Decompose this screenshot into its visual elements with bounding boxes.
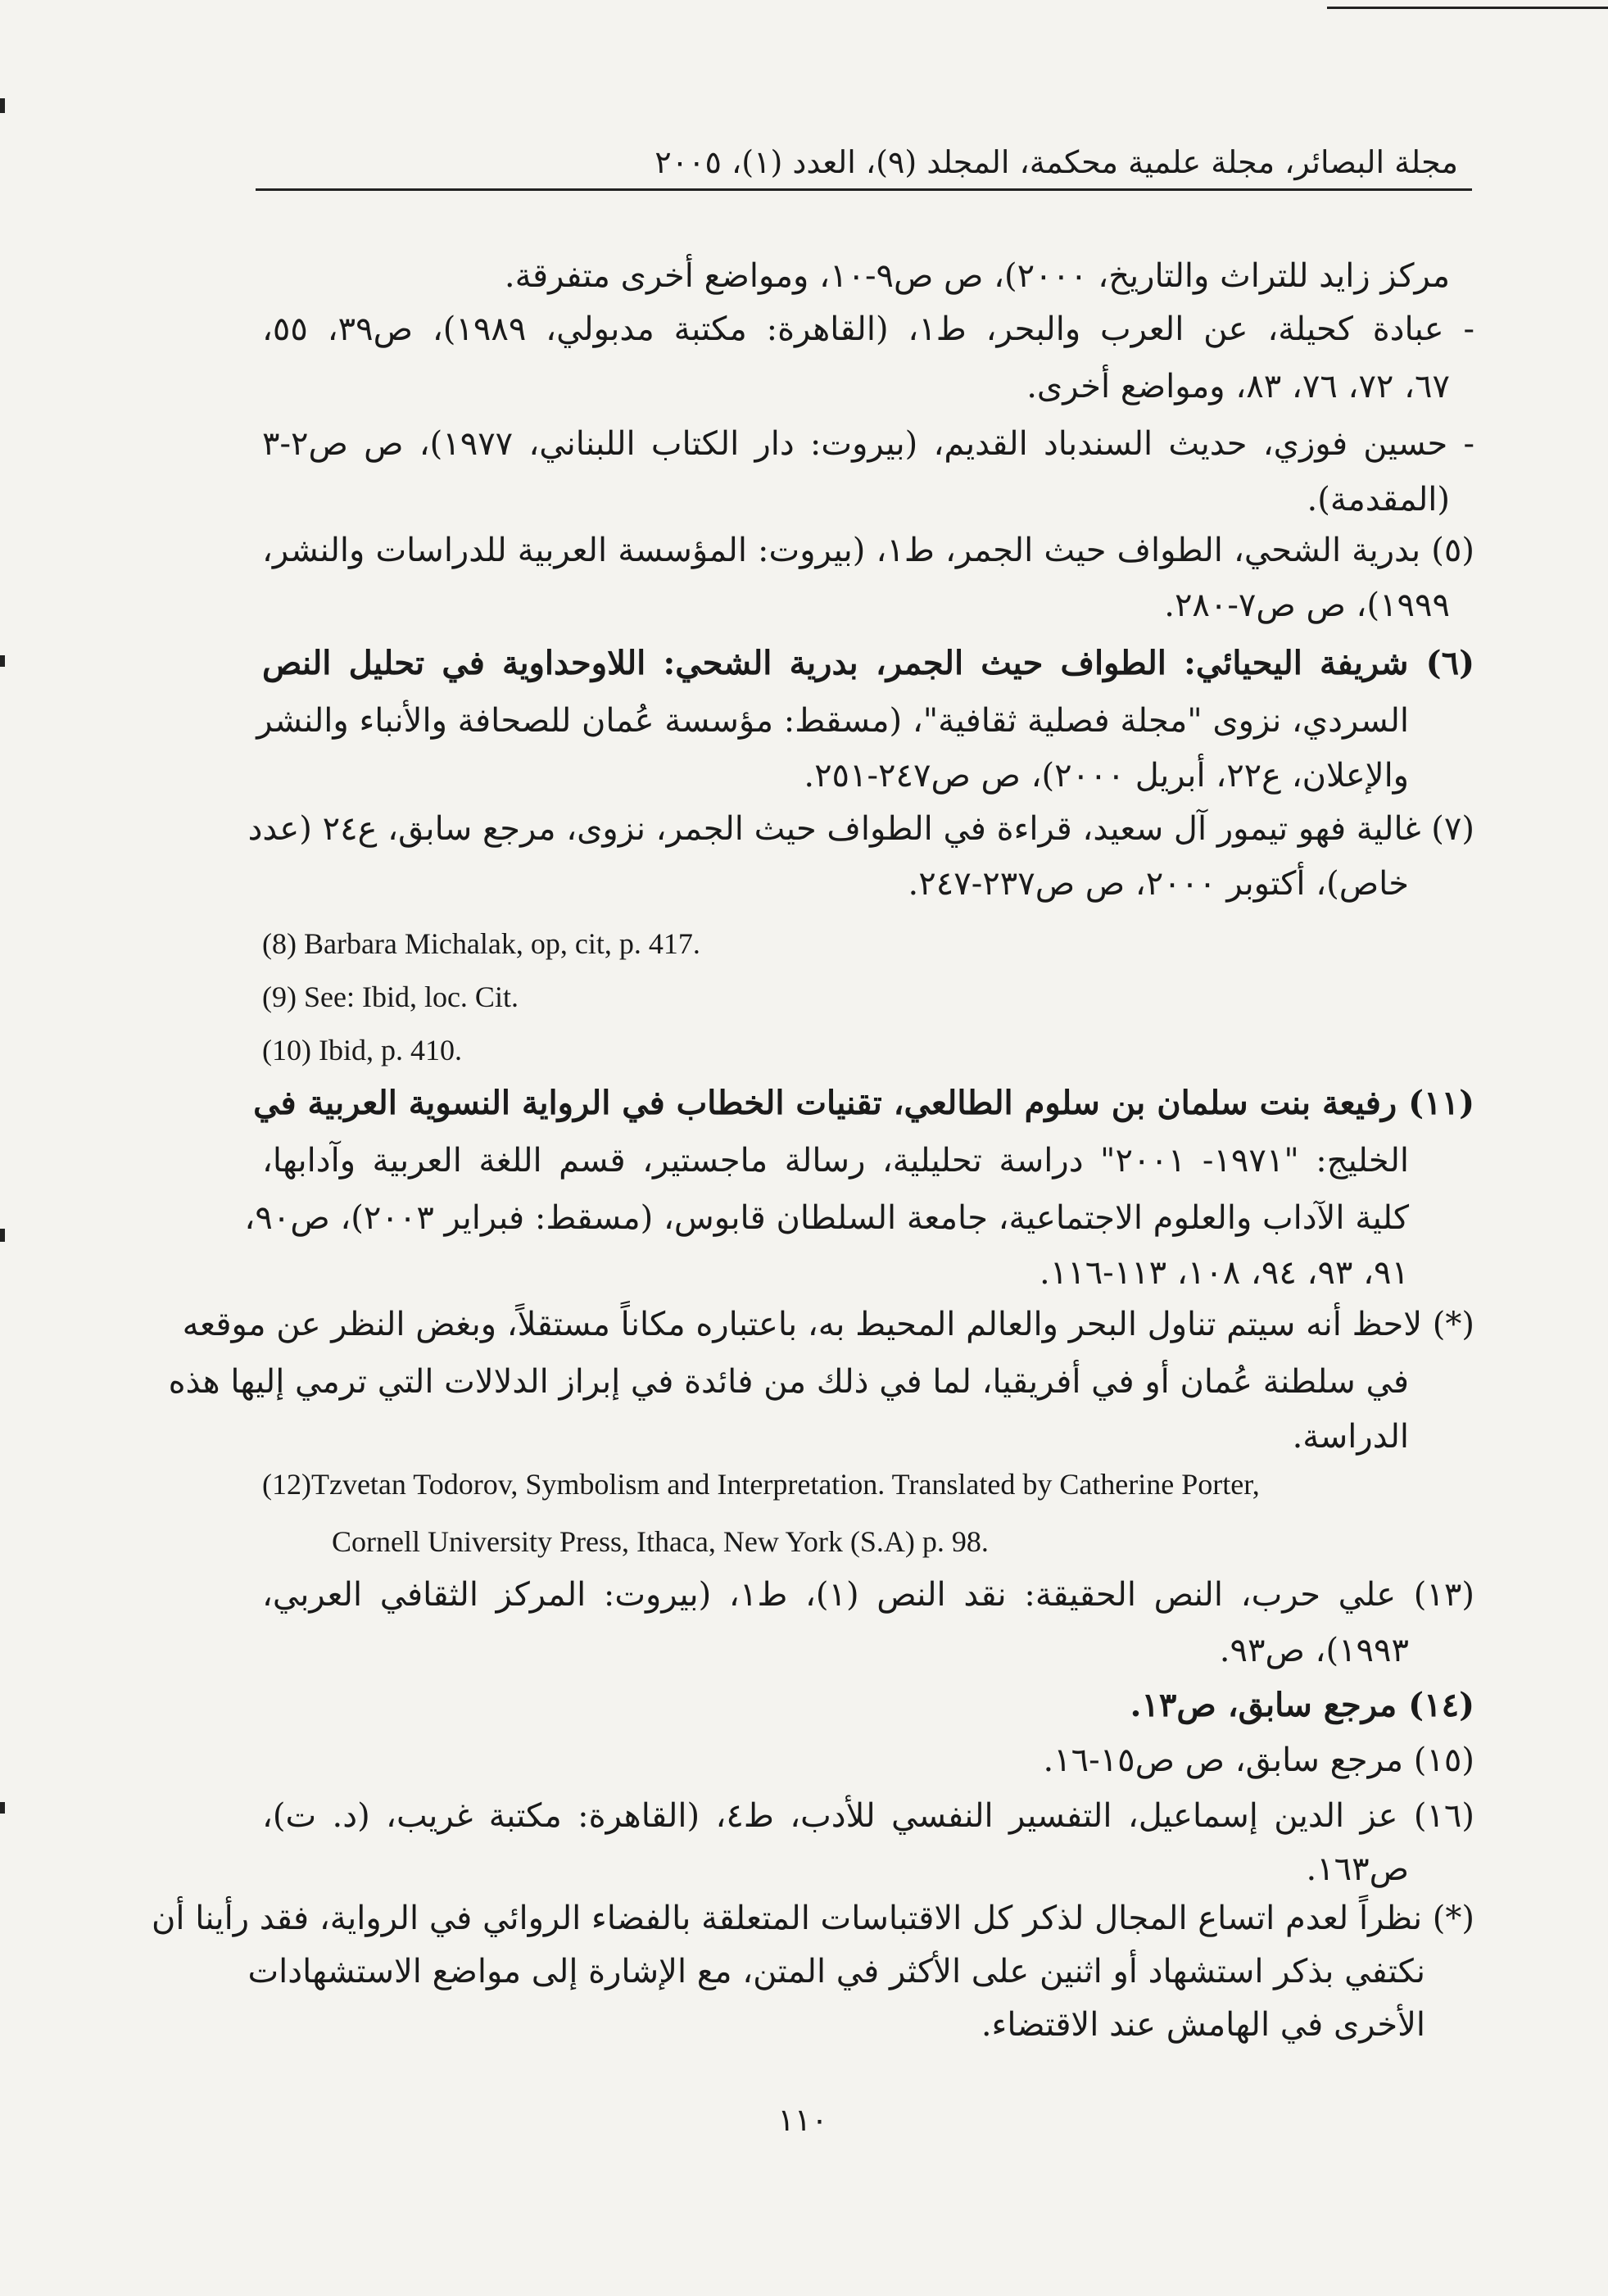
footnote-line: الأخرى في الهامش عند الاقتضاء. bbox=[981, 2006, 1425, 2044]
footnote-line: مركز زايد للتراث والتاريخ، ٢٠٠٠)، ص ص٩-١٠، ومواضع أخرى متفرقة. bbox=[504, 257, 1450, 295]
footnote-line: (١٤) مرجع سابق، ص١٣. bbox=[1130, 1686, 1474, 1724]
footnote-line: (٥) بدرية الشحي، الطواف حيث الجمر، ط١، (بيروت: المؤسسة العربية للدراسات والنشر، bbox=[262, 532, 1474, 569]
footnote-line: ١٩٩٣)، ص٩٣. bbox=[1219, 1632, 1409, 1669]
footnote-line: ص١٦٣. bbox=[1306, 1850, 1409, 1888]
footnote-line: في سلطنة عُمان أو في أفريقيا، لما في ذلك من فائدة في إبراز الدلالات التي ترمي إليها هذه bbox=[168, 1363, 1409, 1401]
footnote-line-latin: Cornell University Press, Ithaca, New York (S.A) p. 98. bbox=[332, 1525, 989, 1558]
page-number: ١١٠ bbox=[777, 2102, 828, 2138]
footnote-line: والإعلان، ع٢٢، أبريل ٢٠٠٠)، ص ص٢٤٧-٢٥١. bbox=[804, 757, 1409, 795]
footnote-line-latin: (12)Tzvetan Todorov, Symbolism and Interpretation. Translated by Catherine Porter, bbox=[262, 1468, 1260, 1501]
footnote-line: السردي، نزوى "مجلة فصلية ثقافية"، (مسقط: مؤسسة عُمان للصحافة والأنباء والنشر bbox=[256, 702, 1409, 740]
binding-mark bbox=[0, 98, 5, 113]
footnote-line: (١٦) عز الدين إسماعيل، التفسير النفسي للأدب، ط٤، (القاهرة: مكتبة غريب، (د. ت)، bbox=[262, 1797, 1475, 1835]
footnote-line: خاص)، أكتوبر ٢٠٠٠، ص ص٢٣٧-٢٤٧. bbox=[908, 865, 1409, 903]
footnote-line: ١٩٩٩)، ص ص٧-٢٨٠. bbox=[1164, 586, 1450, 624]
footnote-line: نكتفي بذكر استشهاد أو اثنين على الأكثر في المتن، مع الإشارة إلى مواضع الاستشهادات bbox=[247, 1953, 1425, 1990]
footnote-line: (١١) رفيعة بنت سلمان بن سلوم الطالعي، تقنيات الخطاب في الرواية النسوية العربية في bbox=[253, 1084, 1474, 1122]
footnote-line: ٩١، ٩٣، ٩٤، ١٠٨، ١١٣-١١٦. bbox=[1040, 1254, 1409, 1292]
footnote-line-latin: (10) Ibid, p. 410. bbox=[262, 1034, 462, 1066]
footnote-line: (١٥) مرجع سابق، ص ص١٥-١٦. bbox=[1043, 1741, 1474, 1779]
footnote-line: (١٣) علي حرب، النص الحقيقة: نقد النص (١)، ط١، (بيروت: المركز الثقافي العربي، bbox=[262, 1576, 1474, 1614]
binding-mark bbox=[0, 1802, 5, 1814]
header-rule bbox=[256, 188, 1472, 191]
footnote-line-latin: (9) See: Ibid, loc. Cit. bbox=[262, 980, 519, 1013]
footnote-line: كلية الآداب والعلوم الاجتماعية، جامعة السلطان قابوس، (مسقط: فبراير ٢٠٠٣)، ص٩٠، bbox=[244, 1199, 1409, 1237]
footnote-line: الخليج: "١٩٧١- ٢٠٠١" دراسة تحليلية، رسالة ماجستير، قسم اللغة العربية وآدابها، bbox=[262, 1142, 1409, 1180]
footnote-line: (المقدمة). bbox=[1307, 481, 1450, 519]
footnote-line-latin: (8) Barbara Michalak, op, cit, p. 417. bbox=[262, 927, 700, 960]
footnote-line: (*) نظراً لعدم اتساع المجال لذكر كل الاقتباسات المتعلقة بالفضاء الروائي في الرواية، فقد رأينا أن bbox=[152, 1900, 1474, 1937]
footnote-line: - حسين فوزي، حديث السندباد القديم، (بيروت: دار الكتاب اللبناني، ١٩٧٧)، ص ص٢-٣ bbox=[262, 425, 1474, 463]
running-header: مجلة البصائر، مجلة علمية محكمة، المجلد (٩)، العدد (١)، ٢٠٠٥ bbox=[655, 144, 1458, 180]
footnote-line: ٦٧، ٧٢، ٧٦، ٨٣، ومواضع أخرى. bbox=[1026, 368, 1450, 405]
footnote-line: (٧) غالية فهو تيمور آل سعيد، قراءة في الطواف حيث الجمر، نزوى، مرجع سابق، ع٢٤ (عدد bbox=[247, 810, 1474, 848]
footnote-line: (٦) شريفة اليحيائي: الطواف حيث الجمر، بدرية الشحي: اللاوحداوية في تحليل النص bbox=[262, 644, 1474, 682]
binding-mark bbox=[0, 1229, 5, 1242]
footnote-line: (*) لاحظ أنه سيتم تناول البحر والعالم المحيط به، باعتباره مكاناً مستقلاً، وبغض النظر عن موقعه bbox=[182, 1306, 1474, 1343]
binding-mark bbox=[0, 655, 5, 667]
footnote-line: الدراسة. bbox=[1292, 1418, 1409, 1456]
footnote-line: - عبادة كحيلة، عن العرب والبحر، ط١، (القاهرة: مكتبة مدبولي، ١٩٨٩)، ص٣٩، ٥٥، bbox=[262, 310, 1474, 348]
top-edge-rule bbox=[1327, 7, 1608, 9]
